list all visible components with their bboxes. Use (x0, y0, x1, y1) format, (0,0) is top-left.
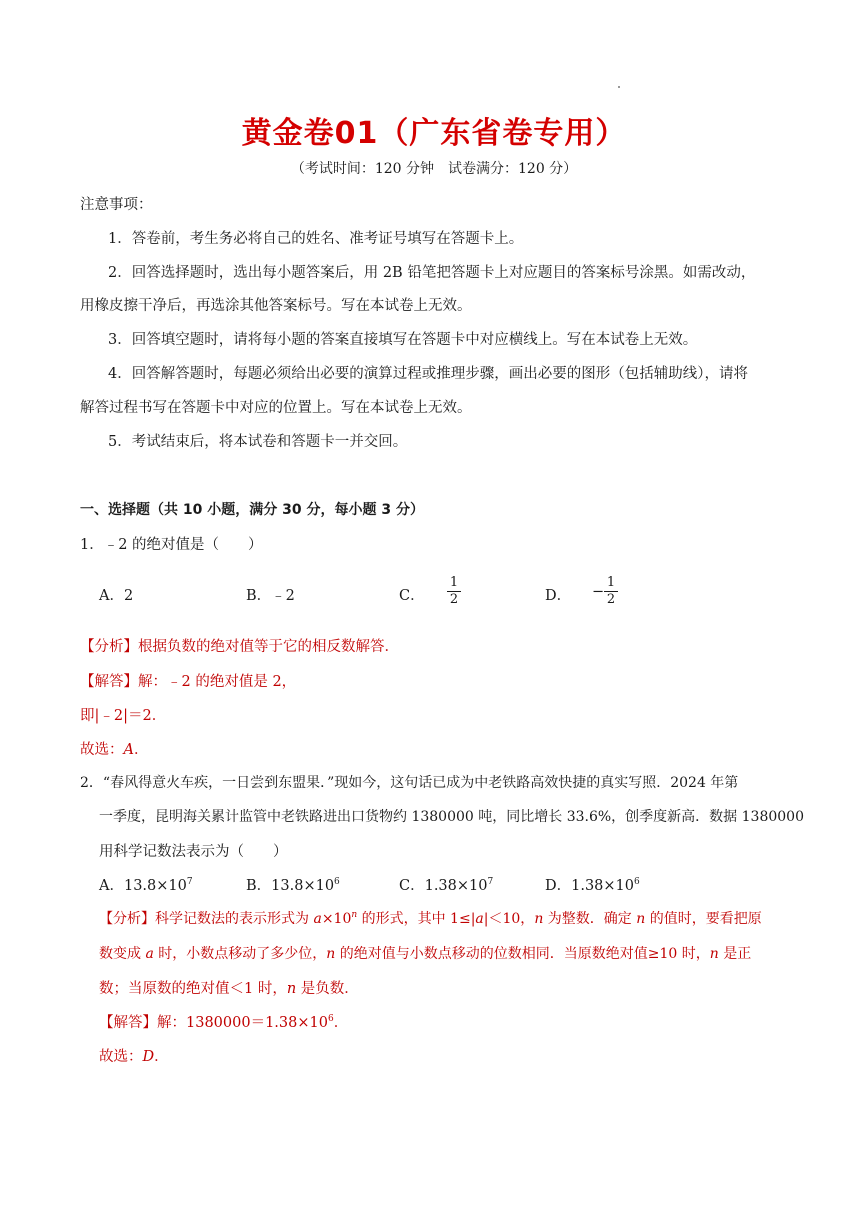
option-exponent: 7 (186, 877, 193, 887)
q2-analysis-line-2 (99, 943, 751, 963)
text: 时，小数点移动了多少位， (153, 946, 327, 962)
notice-heading: 注意事项： (80, 197, 153, 213)
text: ． (333, 1015, 349, 1031)
section-heading-choice: 一、选择题（共 10 小题，满分 30 分，每小题 3 分） (80, 502, 424, 518)
text: 为整数．确定 (543, 911, 637, 927)
q1-choice (80, 738, 148, 759)
choice-prefix: 故选： (80, 742, 124, 758)
q1-option-c-label: C． (399, 588, 425, 604)
exponent: 6 (327, 1014, 334, 1024)
var: a (475, 911, 484, 927)
fraction-denominator: 2 (449, 592, 459, 607)
text: 的绝对值与小数点移动的位数相同．当原数绝对值≥10 时， (335, 946, 710, 962)
choice-prefix: 故选： (99, 1049, 143, 1065)
text: ×10 (321, 911, 352, 927)
choice-suffix: ． (154, 1049, 169, 1065)
text: 是负数． (296, 981, 359, 997)
notice-item-2a: 2．回答选择题时，选出每小题答案后，用 2B 铅笔把答题卡上对应题目的答案标号涂黑。如需改动， (108, 265, 756, 281)
option-text: B．13.8×10 (246, 878, 335, 894)
exam-info: （考试时间：120 分钟 试卷满分：120 分） (290, 161, 578, 177)
text: |＜10， (483, 911, 535, 927)
var: n (351, 910, 358, 920)
q1-option-d-sign: − (592, 584, 605, 600)
notice-item-4b: 解答过程书写在答题卡中对应的位置上。写在本试卷上无效。 (80, 400, 472, 416)
page-title: 黄金卷01（广东省卷专用） (241, 116, 627, 151)
option-text: D．1.38×10 (545, 878, 635, 894)
var: n (534, 911, 544, 927)
text: 数变成 (99, 946, 146, 962)
q1-option-d-label: D． (545, 588, 572, 604)
fraction-numerator: 1 (449, 575, 459, 590)
notice-item-1: 1．答卷前，考生务必将自己的姓名、准考证号填写在答题卡上。 (108, 231, 524, 247)
option-exponent: 6 (634, 877, 640, 887)
q1-stem: 1．﹣2 的绝对值是（ ） (80, 537, 263, 553)
notice-item-2b: 用橡皮擦干净后，再选涂其他答案标号。写在本试卷上无效。 (80, 298, 472, 314)
text: 【分析】科学记数法的表示形式为 (99, 911, 314, 927)
q2-analysis-line-3 (99, 977, 359, 998)
q1-option-b: B．﹣2 (246, 588, 295, 604)
q2-choice (99, 1045, 169, 1066)
q1-option-d-fraction (604, 575, 618, 608)
q2-option-b (246, 874, 340, 895)
var: n (326, 946, 336, 962)
var: n (286, 981, 297, 997)
q2-option-a (99, 874, 193, 895)
option-exponent: 7 (487, 877, 494, 887)
q1-option-a: A．2 (99, 588, 134, 604)
q2-option-c (399, 874, 493, 895)
option-exponent: 6 (334, 877, 340, 887)
q2-analysis-line-1 (99, 908, 762, 928)
notice-item-4a: 4．回答解答题时，每题必须给出必要的演算过程或推理步骤，画出必要的图形（包括辅助线），请将 (108, 366, 748, 382)
q1-analysis: 【分析】根据负数的绝对值等于它的相反数解答． (80, 639, 399, 655)
choice-letter: A (123, 742, 134, 758)
q2-answer (99, 1011, 348, 1032)
text: 是正 (718, 946, 752, 962)
var: a (313, 911, 322, 927)
q2-stem-line-3: 用科学记数法表示为（ ） (99, 844, 288, 860)
notice-item-3: 3．回答填空题时，请将每小题的答案直接填写在答题卡中对应横线上。写在本试卷上无效。 (108, 332, 698, 348)
var: n (709, 946, 719, 962)
var: a (145, 946, 154, 962)
fraction-denominator: 2 (606, 592, 616, 607)
q2-stem-line-2: 一季度，昆明海关累计监管中老铁路进出口货物约 1380000 吨，同比增长 33.6%，创季度新高．数据 1380000 (99, 809, 804, 825)
q2-option-d (545, 874, 640, 895)
q1-answer-line-2: 即|﹣2|＝2． (80, 708, 167, 724)
q2-stem-line-1: 2．“春风得意火车疾，一日尝到东盟果．”现如今，这句话已成为中老铁路高效快捷的真实写照．2024 年第 (80, 775, 739, 791)
text: 【解答】解：1380000＝1.38×10 (99, 1015, 328, 1031)
fraction-numerator: 1 (606, 575, 616, 590)
var: n (636, 911, 646, 927)
text: 的形式，其中 1≤| (357, 911, 476, 927)
option-text: A．13.8×10 (99, 878, 187, 894)
option-text: C．1.38×10 (399, 878, 488, 894)
text: 数；当原数的绝对值＜1 时， (99, 981, 287, 997)
choice-suffix: ． (133, 742, 149, 758)
q1-option-c-fraction (447, 575, 461, 608)
text: 的值时，要看把原 (645, 911, 762, 927)
choice-letter: D (142, 1049, 155, 1065)
q1-answer-line-1: 【解答】解：﹣2 的绝对值是 2， (80, 674, 297, 690)
scan-dot (618, 86, 620, 88)
notice-item-5: 5．考试结束后，将本试卷和答题卡一并交回。 (108, 434, 408, 450)
